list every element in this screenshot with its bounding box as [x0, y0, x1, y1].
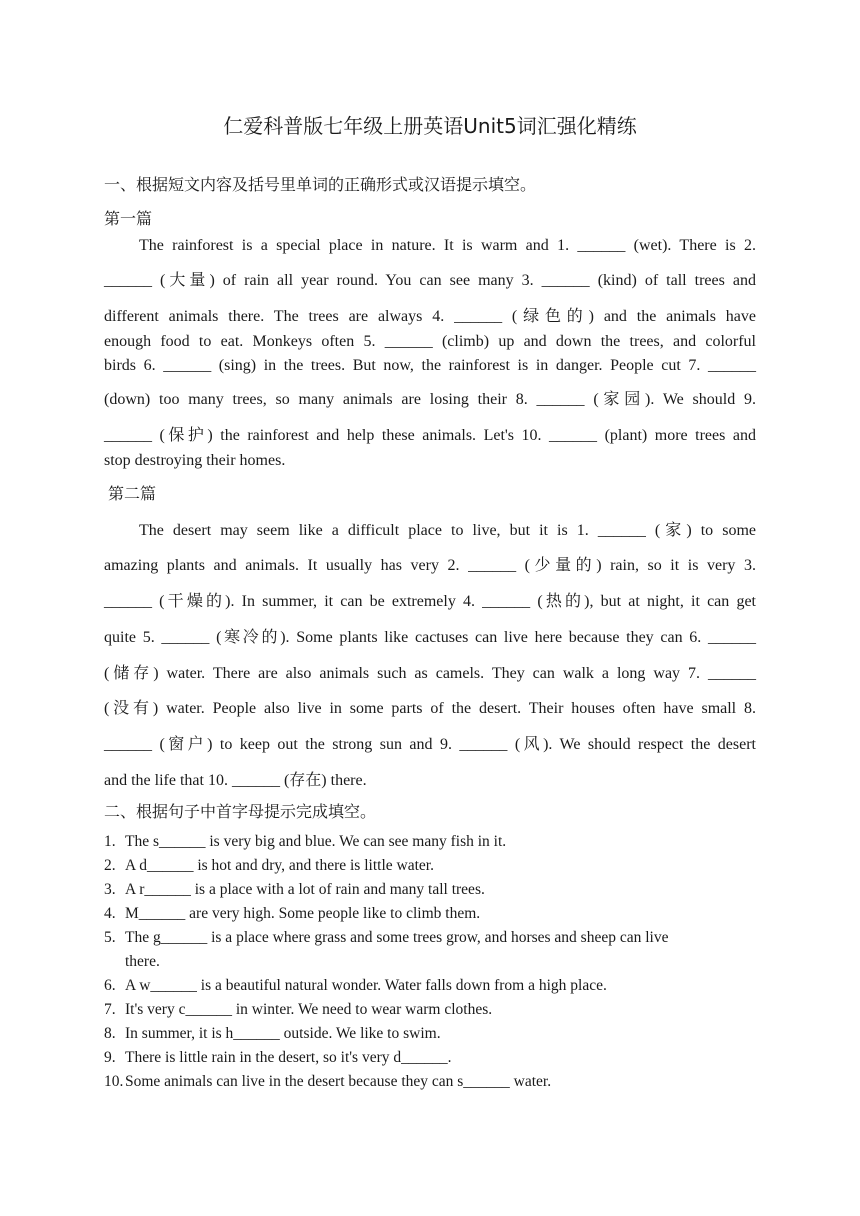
- list-item: [104, 1049, 452, 1067]
- section-1-heading: 一、根据短文内容及括号里单词的正确形式或汉语提示填空。: [104, 175, 537, 194]
- list-item-continuation: there.: [125, 953, 160, 970]
- item-number: 6.: [104, 977, 116, 994]
- passage-1-line: ______ (保护) the rainforest and help these animals. Let's 10. ______ (plant) more trees and: [104, 427, 756, 444]
- item-text: In summer, it is h______ outside. We like to swim.: [125, 1025, 441, 1042]
- item-text: A r______ is a place with a lot of rain and many tall trees.: [125, 881, 485, 898]
- passage-1-line: birds 6. ______ (sing) in the trees. But now, the rainforest is in danger. People cut 7. ______: [104, 357, 756, 374]
- item-text: Some animals can live in the desert because they can s______ water.: [125, 1073, 552, 1090]
- list-item: [104, 929, 668, 947]
- list-item: [104, 1073, 551, 1091]
- passage-1-line: different animals there. The trees are always 4. ______ (绿色的) and the animals have: [104, 308, 756, 325]
- passage-1-line: ______ (大量) of rain all year round. You can see many 3. ______ (kind) of tall trees and: [104, 272, 756, 289]
- passage-1-line: enough food to eat. Monkeys often 5. ______ (climb) up and down the trees, and colorful: [104, 333, 756, 350]
- item-text: The s______ is very big and blue. We can see many fish in it.: [125, 833, 507, 850]
- passage-2-line: ______ (窗户) to keep out the strong sun and 9. ______ (风). We should respect the desert: [104, 736, 756, 753]
- item-text: A w______ is a beautiful natural wonder. Water falls down from a high place.: [125, 977, 607, 994]
- item-number: 7.: [104, 1001, 116, 1018]
- list-item: [104, 1001, 492, 1019]
- passage-2-line: amazing plants and animals. It usually has very 2. ______ (少量的) rain, so it is very 3.: [104, 557, 756, 574]
- passage-1-line: (down) too many trees, so many animals are losing their 8. ______ (家园). We should 9.: [104, 391, 756, 408]
- passage-1-line: stop destroying their homes.: [104, 452, 286, 469]
- item-number: 3.: [104, 881, 116, 898]
- item-text: M______ are very high. Some people like to climb them.: [125, 905, 481, 922]
- item-number: 1.: [104, 833, 116, 850]
- passage-2-line: quite 5. ______ (寒冷的). Some plants like cactuses can live here because they can 6. ______: [104, 629, 756, 646]
- list-item: [104, 977, 607, 995]
- page-title: 仁爱科普版七年级上册英语Unit5词汇强化精练: [223, 114, 637, 138]
- item-text: It's very c______ in winter. We need to wear warm clothes.: [125, 1001, 493, 1018]
- item-number: 8.: [104, 1025, 116, 1042]
- passage-1-label: 第一篇: [104, 209, 153, 228]
- item-number: 2.: [104, 857, 116, 874]
- passage-2-line: The desert may seem like a difficult place to live, but it is 1. ______ (家) to some: [139, 522, 756, 539]
- passage-1-line: The rainforest is a special place in nature. It is warm and 1. ______ (wet). There is 2.: [139, 237, 756, 254]
- passage-2-line: and the life that 10. ______ (存在) there.: [104, 772, 367, 789]
- item-number: 10.: [104, 1073, 124, 1090]
- section-2-heading: 二、根据句子中首字母提示完成填空。: [104, 802, 377, 821]
- item-number: 4.: [104, 905, 116, 922]
- item-text: There is little rain in the desert, so it's very d______.: [125, 1049, 452, 1066]
- passage-2-line: (没有) water. People also live in some parts of the desert. Their houses often have small 8.: [104, 700, 756, 717]
- list-item: [104, 905, 480, 923]
- item-text: The g______ is a place where grass and some trees grow, and horses and sheep can live: [125, 929, 669, 946]
- list-item: [104, 857, 434, 875]
- list-item: [104, 881, 485, 899]
- passage-2-label: 第二篇: [108, 484, 157, 503]
- list-item: [104, 1025, 441, 1043]
- passage-2-line: (储存) water. There are also animals such as camels. They can walk a long way 7. ______: [104, 665, 756, 682]
- item-number: 9.: [104, 1049, 116, 1066]
- passage-2-line: ______ (干燥的). In summer, it can be extremely 4. ______ (热的), but at night, it can get: [104, 593, 756, 610]
- item-text: A d______ is hot and dry, and there is little water.: [125, 857, 434, 874]
- item-number: 5.: [104, 929, 116, 946]
- list-item: [104, 833, 506, 851]
